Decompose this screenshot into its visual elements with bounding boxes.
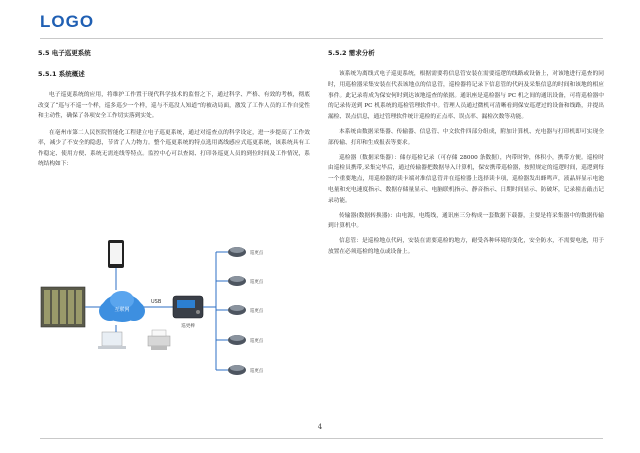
diagram-svg xyxy=(38,232,310,382)
header-divider xyxy=(40,38,603,39)
checkpoint-label-2: 巡更点 xyxy=(250,280,264,285)
overview-paragraph-1: 电子巡更系统的应用，将维护工作置于现代科学技术的监督之下，通过科学、严格、有效的考核，彻底改变了“巡与不巡一个样，巡多巡少一个样，巡与不巡没人知道”的被动局面，激发了工作人员的工作自觉性和主动性，确保了各项安全工作切实落到实处。 xyxy=(38,92,310,119)
requirements-paragraph-5: 信息管：是巡检地点代码，安装在需要巡检的地方，耐受各种环境的变化，安全防水，不需要电池，用于放置在必须巡检的地点或设备上。 xyxy=(328,238,604,255)
checkpoint-label-1: 巡更点 xyxy=(250,251,264,256)
checkpoint-5 xyxy=(228,365,246,375)
left-column xyxy=(38,48,310,176)
printer-icon xyxy=(148,330,170,350)
subsection-title-requirements: 5.5.2 需求分析 xyxy=(328,49,375,57)
checkpoint-label-5: 巡更点 xyxy=(250,369,264,374)
right-column xyxy=(328,48,604,262)
logo: LOGO xyxy=(40,12,95,31)
requirements-paragraph-2: 本系统由数据采集器、传输器、信息管、中文软件四部分组成，附加计算机、充电器与打印机即可实现全部传输、打印和生成报表等要求。 xyxy=(328,128,604,146)
checkpoint-4 xyxy=(228,335,246,345)
checkpoint-bracket xyxy=(203,252,228,370)
checkpoint-3 xyxy=(228,305,246,315)
smartphone-icon xyxy=(108,240,124,268)
reader-label: 巡更棒 xyxy=(181,324,195,329)
checkpoint-2 xyxy=(228,276,246,286)
laptop-icon xyxy=(98,332,126,349)
usb-label: USB xyxy=(151,299,162,305)
system-structure-diagram xyxy=(38,232,310,382)
page-number: 4 xyxy=(317,423,323,431)
checkpoint-label-3: 巡更点 xyxy=(250,309,264,314)
footer-divider xyxy=(40,438,603,439)
cloud-label: 互联网 xyxy=(114,307,130,313)
section-title: 5.5 电子巡更系统 xyxy=(38,49,91,57)
requirements-paragraph-1: 该系统为离线式电子巡更系统，根据需要将信息管安装在需要巡逻的线路或设备上，对该地进行巡查的同时，用巡检器采集安装在代表该地点的信息管，巡检器将记录下信息管的代码及采集信息的时间和该地的相应事件。此记录将成为保安何时到达该地巡查的依据。通讯座是巡检器与 PC 机之间的通讯设备，可将巡检器中的记录传送到 PC 机系统的巡检管理软件中。管理人员通过微机可清晰看到保安巡逻过的设备和线路，并提出漏检、误点信息，通过管理软件统计巡检的正点率、误点率、漏检次数等功能。 xyxy=(328,71,604,121)
checkpoint-label-4: 巡更点 xyxy=(250,339,264,344)
requirements-paragraph-3: 巡检器（数据采集器）：储存巡检记录（可存储 28000 条数据），内带时钟，体积小，携带方便。巡检时由巡检员携带,采集完毕后，通过传输器把数据导入计算机，保安携带巡检器，按照规定的巡逻时间，巡逻到每一个重要地点，用巡检器的读卡端对准信息管并在巡检器上选择读卡项，巡检器发出蜂鸣声，液晶屏显示电池电量和充电速度指示、数据存储量显示、电脑联机指示、静音指示、日期时间显示、防破坏，记录撞击敲击记录功能。 xyxy=(328,154,604,204)
subsection-title-overview: 5.5.1 系统概述 xyxy=(38,70,85,78)
server-rack-icon xyxy=(41,287,85,327)
overview-paragraph-2: 在亳州市第二人民医院智能化工程建立电子巡更系统，通过对巡查点的科学设定，进一步提高了工作效率，减少了不安全的隐患，节省了人力物力。整个巡更系统的特点选用离线感应式巡更系统，该系统具有工作稳定、使用方便、系统无需连线等特点。监控中心可以查阅、打印各巡更人员的到位时间及工作情况，系统结构如下： xyxy=(38,129,310,167)
requirements-paragraph-4: 传输器(数据转换器)：由电源，电缆线，通讯座三分构成一套数据下载器，主要是将采集器中的数据传输到计算机中。 xyxy=(328,212,604,230)
checkpoint-1 xyxy=(228,247,246,257)
patrol-reader-icon xyxy=(173,296,203,318)
